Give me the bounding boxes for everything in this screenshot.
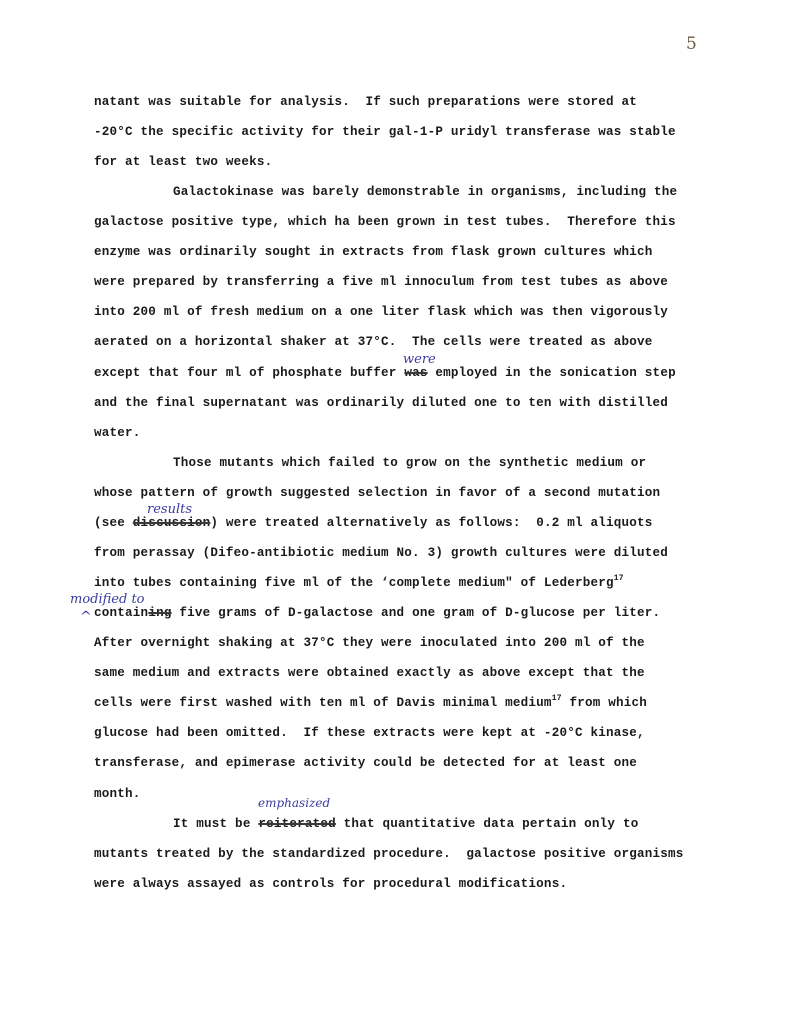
text-segment: ) were treated alternatively as follows: 0.2 ml aliquots	[210, 516, 653, 530]
text-segment: except that four ml of phosphate buffer	[94, 366, 405, 380]
text-line: transferase, and epimerase activity could be detected for at least one	[94, 756, 638, 770]
text-line	[94, 605, 660, 621]
text-line: into 200 ml of fresh medium on a one liter flask which was then vigorously	[94, 305, 669, 319]
text-line: water.	[94, 426, 141, 440]
text-line: Those mutants which failed to grow on the synthetic medium or	[173, 456, 647, 470]
text-segment: cells were first washed with ten ml of Davis minimal medium	[94, 696, 552, 710]
handwritten-caret: ^	[80, 609, 92, 625]
text-line: were always assayed as controls for procedural modifications.	[94, 877, 568, 891]
text-line: natant was suitable for analysis. If such preparations were stored at	[94, 95, 638, 109]
text-line: from perassay (Difeo-antibiotic medium No. 3) growth cultures were diluted	[94, 546, 669, 560]
footnote-ref: 17	[551, 694, 562, 703]
handwritten-emphasized: emphasized	[258, 796, 331, 810]
handwritten-were: were	[403, 352, 436, 367]
struck-word: reiterated	[258, 817, 336, 831]
text-line	[94, 365, 676, 381]
text-segment: five grams of D-galactose and one gram of D-glucose per liter.	[171, 606, 661, 620]
text-line: were prepared by transferring a five ml innoculum from test tubes as above	[94, 275, 669, 289]
text-segment: from which	[561, 696, 648, 710]
text-line: enzyme was ordinarily sought in extracts from flask grown cultures which	[94, 245, 653, 259]
text-segment: contain	[94, 606, 149, 620]
text-line: aerated on a horizontal shaker at 37°C. The cells were treated as above	[94, 335, 653, 349]
text-line	[94, 575, 624, 591]
footnote-ref: 17	[613, 574, 624, 583]
text-line: galactose positive type, which ha been grown in test tubes. Therefore this	[94, 215, 676, 229]
text-line	[94, 695, 647, 711]
text-line	[94, 515, 653, 531]
text-line: and the final supernatant was ordinarily diluted one to ten with distilled	[94, 396, 669, 410]
text-segment: It must be	[173, 817, 259, 831]
text-line: same medium and extracts were obtained exactly as above except that the	[94, 666, 645, 680]
text-segment: employed in the sonication step	[427, 366, 676, 380]
text-line: whose pattern of growth suggested selection in favor of a second mutation	[94, 486, 661, 500]
text-segment: into tubes containing five ml of the ‘complete medium" of Lederberg	[94, 576, 614, 590]
text-segment: that quantitative data pertain only to	[335, 817, 639, 831]
text-line: month.	[94, 787, 141, 801]
struck-word: discussion	[132, 516, 211, 530]
text-line: After overnight shaking at 37°C they were inoculated into 200 ml of the	[94, 636, 645, 650]
handwritten-results: results	[147, 502, 193, 517]
text-line: glucose had been omitted. If these extracts were kept at -20°C kinase,	[94, 726, 645, 740]
text-line: Galactokinase was barely demonstrable in organisms, including the	[173, 185, 678, 199]
page-number: 5	[686, 34, 697, 54]
text-segment: (see	[94, 516, 133, 530]
struck-word: was	[404, 366, 428, 380]
text-line: for at least two weeks.	[94, 155, 273, 169]
text-line: -20°C the specific activity for their gal-1-P uridyl transferase was stable	[94, 125, 676, 139]
text-line: mutants treated by the standardized procedure. galactose positive organisms	[94, 847, 684, 861]
handwritten-modified-to: modified to	[70, 592, 145, 607]
text-line	[173, 816, 638, 832]
struck-word: ing	[148, 606, 172, 620]
